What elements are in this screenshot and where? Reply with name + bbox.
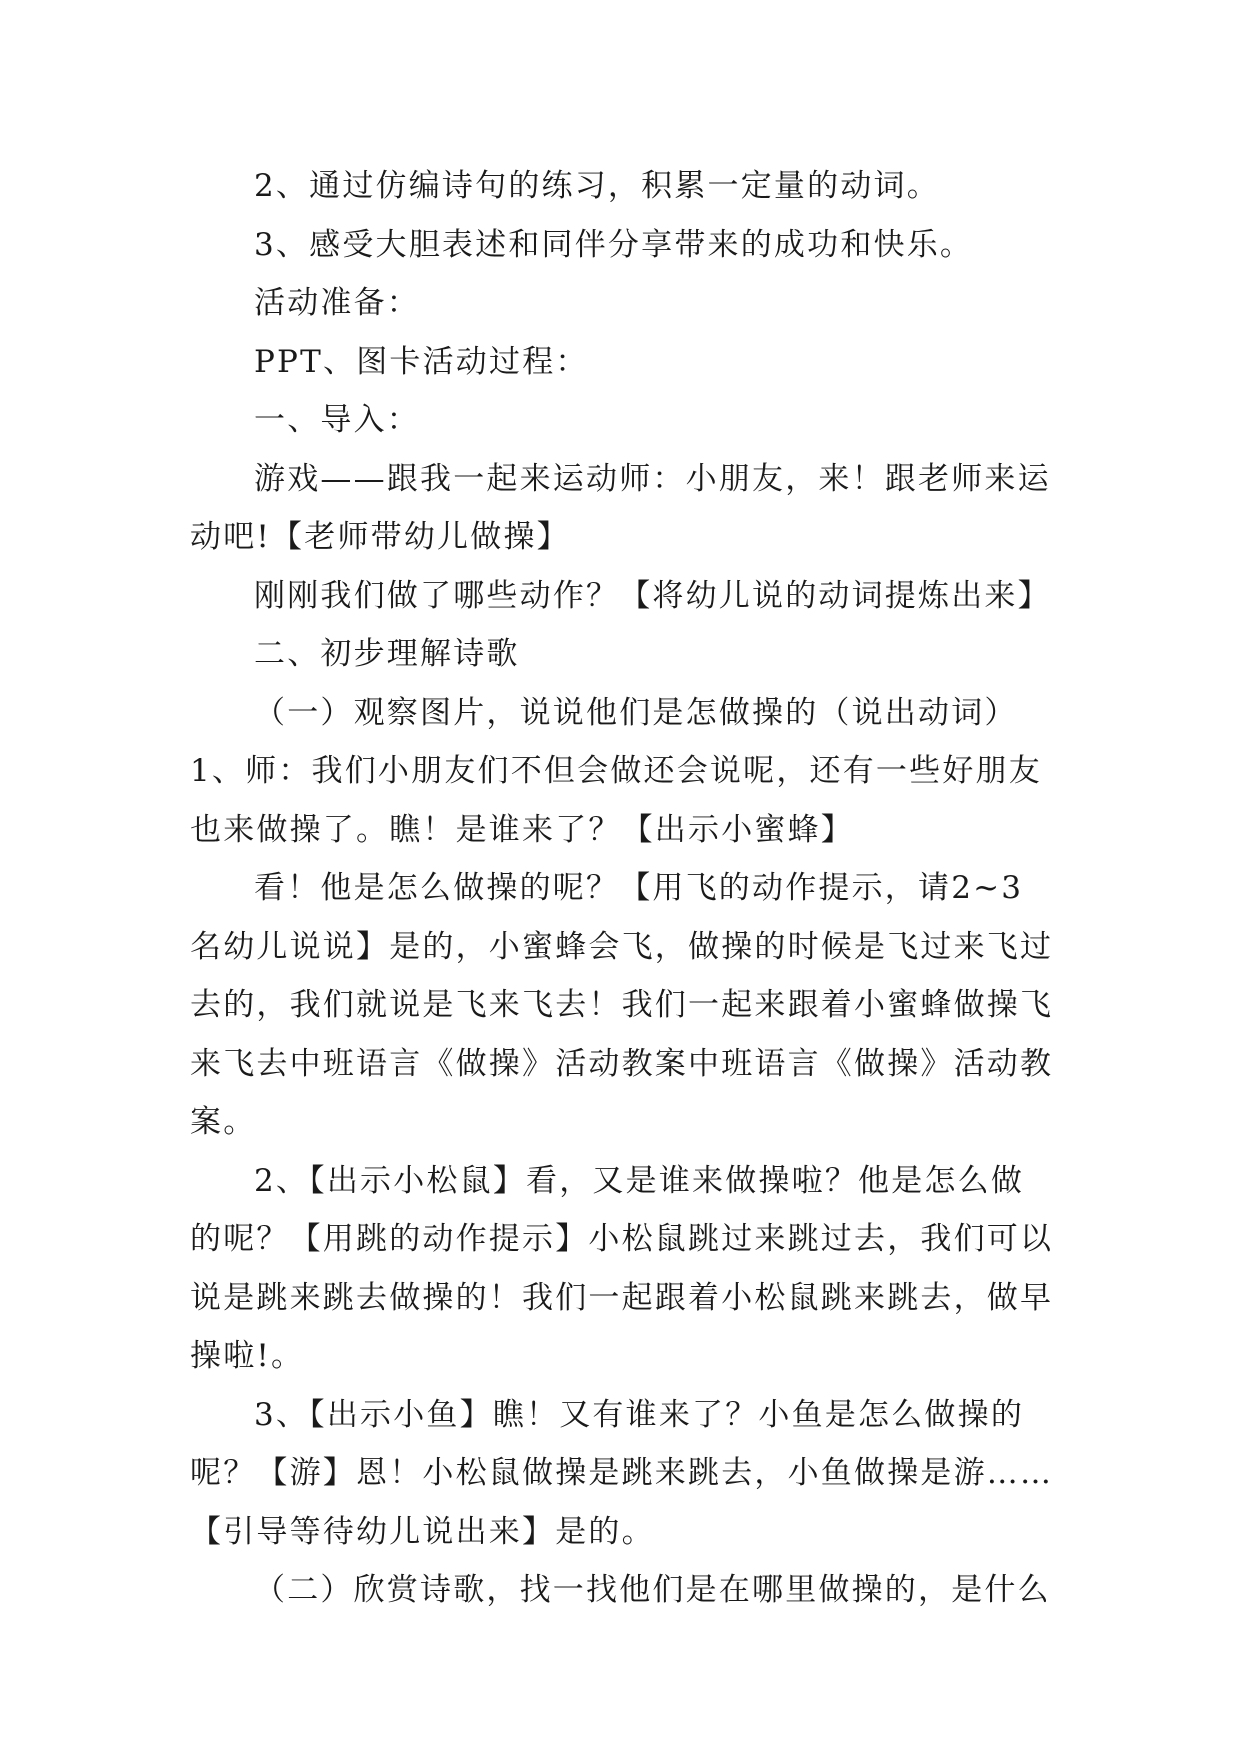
paragraph: 刚刚我们做了哪些动作？【将幼儿说的动词提炼出来】 bbox=[254, 577, 1051, 614]
paragraph: 2、【出示小松鼠】看，又是谁来做操啦？他是怎么做的呢？【用跳的动作提示】小松鼠跳过来跳过去，我们可以说是跳来跳去做操的！我们一起跟着小松鼠跳来跳去，做早操啦!。 bbox=[190, 1162, 1054, 1374]
paragraph: （二）欣赏诗歌，找一找他们是在哪里做操的，是什么 bbox=[254, 1572, 1051, 1608]
section-heading: 活动准备： bbox=[254, 285, 420, 321]
paragraph: 2、通过仿编诗句的练习，积累一定量的动词。 bbox=[254, 168, 940, 204]
paragraph: 游戏——跟我一起来运动师：小朋友，来！跟老师来运动吧!【老师带幼儿做操】 bbox=[190, 460, 1051, 555]
paragraph: 3、【出示小鱼】瞧！又有谁来了？小鱼是怎么做操的呢？【游】恩！小松鼠做操是跳来跳去，小鱼做操是游……【引导等待幼儿说出来】是的。 bbox=[190, 1396, 1054, 1550]
paragraph: 3、感受大胆表述和同伴分享带来的成功和快乐。 bbox=[254, 226, 974, 263]
paragraph: 看！他是怎么做操的呢？【用飞的动作提示，请2~3名幼儿说说】是的，小蜜蜂会飞，做操的时候是飞过来飞过去的，我们就说是飞来飞去！我们一起来跟着小蜜蜂做操飞来飞去中班语言《做操》活动教案中班语言《做操》活动教案。 bbox=[190, 870, 1054, 1140]
document-body bbox=[190, 157, 1054, 1620]
paragraph: PPT、图卡活动过程： bbox=[254, 343, 589, 380]
section-heading: 二、初步理解诗歌 bbox=[254, 636, 520, 672]
section-heading: 一、导入： bbox=[254, 402, 420, 438]
paragraph: （一）观察图片，说说他们是怎做操的（说出动词）1、师：我们小朋友们不但会做还会说呢，还有一些好朋友也来做操了。瞧！是谁来了？【出示小蜜蜂】 bbox=[190, 694, 1042, 848]
